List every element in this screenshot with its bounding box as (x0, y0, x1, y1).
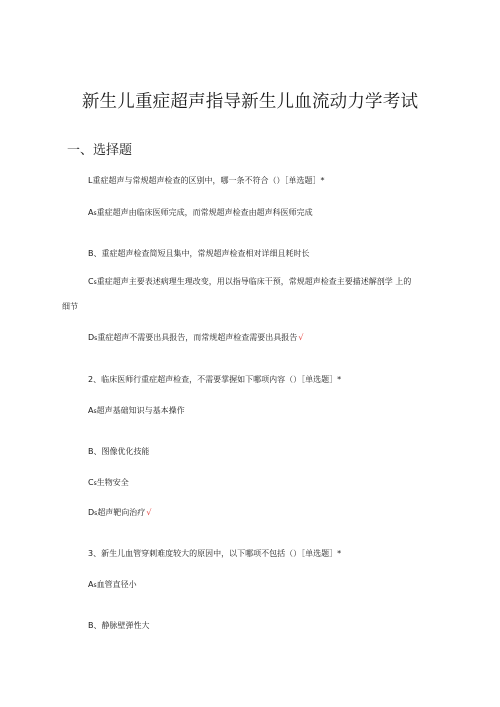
question-2-option-b[interactable] (88, 447, 150, 457)
option-text: 重症超声不需要出具报告，而常规超声检查需要出具报告 (97, 333, 298, 342)
option-letter-sub: s (93, 582, 97, 589)
option-letter: B (88, 447, 94, 456)
option-letter-sub: s (93, 408, 97, 415)
question-1-option-a[interactable] (88, 208, 313, 219)
question-2-option-c[interactable] (88, 478, 129, 489)
option-letter: C (88, 478, 94, 487)
option-letter: B (88, 249, 94, 258)
option-letter-sub: s (93, 279, 97, 286)
option-text: 超声基础知识与基本操作 (96, 406, 185, 415)
option-letter: A (88, 580, 94, 589)
question-2-stem: 2、临床医师行重症超声检查，不需要掌握如下哪项内容（）［单选题］* (88, 375, 342, 384)
page-title: 新生儿重症超声指导新生儿血流动力学考试 (81, 92, 419, 112)
option-text: 生物安全 (96, 478, 129, 487)
question-2-option-a[interactable] (88, 406, 185, 417)
option-text: 重症超声主要表述病理生理改变，用以指导临床干预，常规超声检查主要描述解剖学 上的 (96, 277, 412, 286)
correct-check-icon: √ (146, 508, 152, 517)
question-3-option-b[interactable] (88, 621, 150, 631)
option-text: 、图像优化技能 (93, 447, 150, 456)
option-letter: C (88, 277, 94, 286)
option-text: 、静脉壁弹性大 (93, 621, 150, 630)
question-1-option-d[interactable] (88, 333, 303, 344)
option-letter: A (88, 406, 94, 415)
question-1-option-c[interactable] (88, 277, 411, 288)
option-text: 血管直径小 (96, 580, 137, 589)
option-letter: D (88, 508, 95, 517)
option-text: 、重症超声检查简短且集中，常规超声检查相对详细且耗时长 (93, 249, 310, 258)
question-3-option-a[interactable] (88, 580, 137, 591)
correct-check-icon: √ (298, 333, 304, 342)
option-letter-sub: s (93, 480, 97, 487)
option-letter: B (88, 621, 94, 630)
section-heading: 一、选择题 (67, 143, 133, 158)
option-letter-sub: s (94, 335, 98, 342)
option-text: 超声靶向治疗 (97, 508, 146, 517)
option-letter-sub: s (93, 210, 97, 217)
question-1-stem: L重症超声与常规超声检查的区别中，哪一条不符合（）［单选题］* (88, 176, 325, 185)
option-letter: D (88, 333, 95, 342)
question-2-option-d[interactable] (88, 508, 151, 519)
question-1-option-b[interactable] (88, 249, 310, 259)
option-text: 重症超声由临床医师完成，而常规超声检查由超声科医师完成 (96, 208, 313, 217)
option-letter-sub: s (94, 510, 98, 517)
question-1-option-c-continued: 细节 (62, 302, 78, 311)
option-letter: A (88, 208, 94, 217)
question-3-stem: 3、新生儿血管穿刺难度较大的原因中，以下哪项不包括（）［单选题］* (88, 549, 342, 558)
